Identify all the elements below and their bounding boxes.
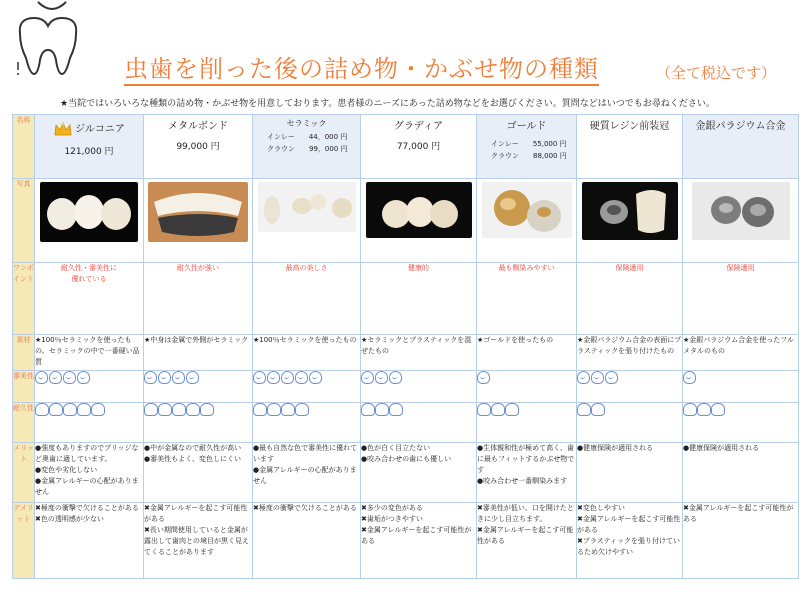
merit-cell	[361, 443, 477, 503]
row-name	[13, 115, 799, 179]
list-line: ✖プラスティックを張り付けているため欠けやすい	[577, 537, 680, 556]
demerit-cell	[683, 503, 799, 579]
smile-tooth-icon	[172, 371, 185, 384]
material-name: グラディア	[393, 121, 444, 132]
material-name: 金銀パラジウム合金	[695, 121, 786, 132]
material-name: セラミック	[286, 119, 327, 128]
demerit-cell	[361, 503, 477, 579]
row-demerit	[13, 503, 799, 579]
smile-tooth-icon	[144, 371, 157, 384]
point-cell	[35, 263, 144, 335]
palladium-photo	[692, 182, 790, 240]
photo-cell	[253, 179, 361, 263]
row-durability	[13, 403, 799, 443]
tax-note: （全て税込です）	[656, 64, 777, 82]
smile-tooth-icon	[267, 371, 280, 384]
sub-price: インレー 44，000 円	[267, 133, 348, 141]
name-cell	[477, 115, 577, 179]
list-line: ✖金属アレルギーを起こす可能性がある	[477, 526, 574, 545]
tooth-icon	[144, 403, 158, 416]
list-line: ●強度もありますのでブリッジなど奥歯に適しています。	[35, 444, 139, 463]
crown-icon	[53, 121, 73, 137]
smile-tooth-icon	[591, 371, 604, 384]
name-cell	[253, 115, 361, 179]
list-line: ✖長い期間使用していると金属が露出して歯肉との境目が黒く見えてくることがあります	[144, 526, 249, 556]
demerit-cell	[35, 503, 144, 579]
tooth-icon	[158, 403, 172, 416]
photo-cell	[477, 179, 577, 263]
aesthetic-rating	[477, 371, 577, 403]
resin-crown-photo	[582, 182, 678, 240]
zirconia-crown-photo	[40, 182, 138, 242]
sub-price: クラウン 99，000 円	[267, 145, 348, 153]
demerit-cell	[144, 503, 253, 579]
row-aesthetic	[13, 371, 799, 403]
list-line: ●咬み合わせ一番馴染みます	[477, 477, 568, 485]
label-durability: 耐久性	[13, 403, 35, 443]
price: 77,000 円	[396, 142, 441, 152]
tooth-icon	[577, 403, 591, 416]
smile-tooth-icon	[49, 371, 62, 384]
durability-rating	[253, 403, 361, 443]
list-line: ✖色の透明感が少ない	[35, 515, 104, 523]
tooth-icon	[63, 403, 77, 416]
material-cell: ★中身は金属で外側がセラミック	[144, 335, 253, 371]
material-cell: ★100％セラミックを使ったもの。セラミックの中で一番硬い品質	[35, 335, 144, 371]
list-line: ✖歯垢がつきやすい	[361, 515, 423, 523]
label-name: 名称	[13, 115, 35, 179]
merit-cell	[144, 443, 253, 503]
name-cell	[577, 115, 683, 179]
point-line: 耐久性・審美性に	[61, 264, 117, 272]
smile-tooth-icon	[477, 371, 490, 384]
point-cell: 保険適用	[577, 263, 683, 335]
label-merit: メリット	[13, 443, 35, 503]
tooth-icon	[91, 403, 105, 416]
label-photo: 写真	[13, 179, 35, 263]
material-name: 硬質レジン前装冠	[589, 121, 670, 132]
comparison-table	[12, 114, 799, 579]
material-cell: ★金銀パラジウム合金を使ったフルメタルのもの	[683, 335, 799, 371]
tooth-icon	[295, 403, 309, 416]
smile-tooth-icon	[63, 371, 76, 384]
smile-tooth-icon	[158, 371, 171, 384]
price: 99,000 円	[176, 142, 220, 152]
smile-tooth-icon	[361, 371, 374, 384]
merit-cell	[477, 443, 577, 503]
row-photo	[13, 179, 799, 263]
material-cell: ★金銀パラジウム合金の表面にプラスティックを張り付けたもの	[577, 335, 683, 371]
list-line: ●金属アレルギーの心配がありません	[35, 477, 139, 496]
label-material: 素材	[13, 335, 35, 371]
demerit-cell	[253, 503, 361, 579]
photo-cell	[683, 179, 799, 263]
tooth-icon	[267, 403, 281, 416]
smile-tooth-icon	[295, 371, 308, 384]
tooth-icon	[49, 403, 63, 416]
tooth-icon	[477, 403, 491, 416]
smile-tooth-icon	[35, 371, 48, 384]
aesthetic-rating	[253, 371, 361, 403]
list-line: ✖極度の衝撃で欠けることがある	[253, 504, 357, 512]
aesthetic-rating	[144, 371, 253, 403]
point-cell: 耐久性が強い	[144, 263, 253, 335]
tooth-icon	[505, 403, 519, 416]
tooth-icon	[683, 403, 697, 416]
point-line: 優れている	[71, 275, 107, 283]
list-line: ●健康保険が適用される	[683, 444, 760, 452]
page-title: 虫歯を削った後の詰め物・かぶせ物の種類	[124, 54, 599, 86]
label-point: ワンポイント	[13, 263, 35, 335]
tooth-icon	[375, 403, 389, 416]
list-line: ●最も自然な色で審美性に優れています	[253, 444, 358, 463]
merit-cell	[683, 443, 799, 503]
label-aesthetic: 審美性	[13, 371, 35, 403]
intro-text: ★当院ではいろいろな種類の詰め物・かぶせ物を用意しております。患者様のニーズにあった詰め物などをお選びください。質問などはいつでもお尋ねください。	[60, 99, 715, 109]
aesthetic-rating	[577, 371, 683, 403]
tooth-icon	[711, 403, 725, 416]
durability-rating	[144, 403, 253, 443]
metal-bond-photo	[148, 182, 248, 242]
list-line: ✖極度の衝撃で欠けることがある	[35, 504, 139, 512]
material-name: ゴールド	[506, 121, 547, 132]
name-cell	[35, 115, 144, 179]
list-line: ●色が白く目立たない	[361, 444, 431, 452]
list-line: ✖審美性が低い、口を開けたときに少し目立ちます。	[477, 504, 574, 523]
merit-cell	[253, 443, 361, 503]
name-cell	[361, 115, 477, 179]
smile-tooth-icon	[281, 371, 294, 384]
name-cell	[683, 115, 799, 179]
sub-price: インレー 55,000 円	[491, 140, 567, 148]
smile-tooth-icon	[605, 371, 618, 384]
row-merit	[13, 443, 799, 503]
list-line: ✖金属アレルギーを起こす可能性がある	[683, 504, 794, 523]
durability-rating	[477, 403, 577, 443]
smile-tooth-icon	[375, 371, 388, 384]
point-cell: 健康的	[361, 263, 477, 335]
tooth-logo-icon	[4, 0, 90, 80]
material-cell: ★100％セラミックを使ったもの	[253, 335, 361, 371]
point-cell: 保険適用	[683, 263, 799, 335]
list-line: ●審美性もよく、変色しにくい	[144, 455, 241, 463]
tooth-icon	[389, 403, 403, 416]
smile-tooth-icon	[77, 371, 90, 384]
list-line: ✖金属アレルギーを起こす可能性がある	[577, 515, 681, 534]
point-cell: 最高の美しさ	[253, 263, 361, 335]
aesthetic-rating	[361, 371, 477, 403]
list-line: ●生体親和性が極めて高く、歯に最もフィットするかぶせ物です	[477, 444, 575, 474]
list-line: ●変色や劣化しない	[35, 466, 98, 474]
demerit-cell	[577, 503, 683, 579]
tooth-icon	[281, 403, 295, 416]
tooth-icon	[172, 403, 186, 416]
smile-tooth-icon	[389, 371, 402, 384]
photo-cell	[144, 179, 253, 263]
gold-photo	[482, 182, 572, 238]
tooth-icon	[491, 403, 505, 416]
smile-tooth-icon	[577, 371, 590, 384]
name-cell	[144, 115, 253, 179]
photo-cell	[35, 179, 144, 263]
list-line: ✖金属アレルギーを起こす可能性がある	[144, 504, 248, 523]
durability-rating	[577, 403, 683, 443]
smile-tooth-icon	[309, 371, 322, 384]
gradia-photo	[366, 182, 472, 238]
list-line: ●金属アレルギーの心配がありません	[253, 466, 357, 485]
row-material	[13, 335, 799, 371]
tooth-icon	[253, 403, 267, 416]
aesthetic-rating	[683, 371, 799, 403]
demerit-cell	[477, 503, 577, 579]
list-line: ●中が金属なので耐久性が高い	[144, 444, 242, 452]
aesthetic-rating	[35, 371, 144, 403]
material-name: メタルボンド	[168, 121, 228, 132]
material-cell: ★ゴールドを使ったもの	[477, 335, 577, 371]
photo-cell	[577, 179, 683, 263]
photo-cell	[361, 179, 477, 263]
sub-price: クラウン 88,000 円	[491, 152, 567, 160]
price: 121,000 円	[64, 147, 114, 157]
list-line: ●健康保険が適用される	[577, 444, 654, 452]
merit-cell	[577, 443, 683, 503]
list-line: ✖多少の変色がある	[361, 504, 423, 512]
tooth-icon	[591, 403, 605, 416]
material-name: ジルコニア	[75, 124, 125, 135]
tooth-icon	[186, 403, 200, 416]
smile-tooth-icon	[186, 371, 199, 384]
tooth-icon	[697, 403, 711, 416]
list-line: ●咬み合わせの歯にも優しい	[361, 455, 452, 463]
list-line: ✖金属アレルギーを起こす可能性がある	[361, 526, 472, 545]
ceramic-photo	[258, 182, 356, 232]
material-cell: ★セラミックとプラスティックを混ぜたもの	[361, 335, 477, 371]
row-point	[13, 263, 799, 335]
list-line: ✖変色しやすい	[577, 504, 625, 512]
tooth-icon	[361, 403, 375, 416]
smile-tooth-icon	[253, 371, 266, 384]
durability-rating	[683, 403, 799, 443]
smile-tooth-icon	[683, 371, 696, 384]
durability-rating	[35, 403, 144, 443]
tooth-icon	[200, 403, 214, 416]
tooth-icon	[77, 403, 91, 416]
point-cell: 最も馴染みやすい	[477, 263, 577, 335]
label-demerit: デメリット	[13, 503, 35, 579]
merit-cell	[35, 443, 144, 503]
tooth-icon	[35, 403, 49, 416]
durability-rating	[361, 403, 477, 443]
